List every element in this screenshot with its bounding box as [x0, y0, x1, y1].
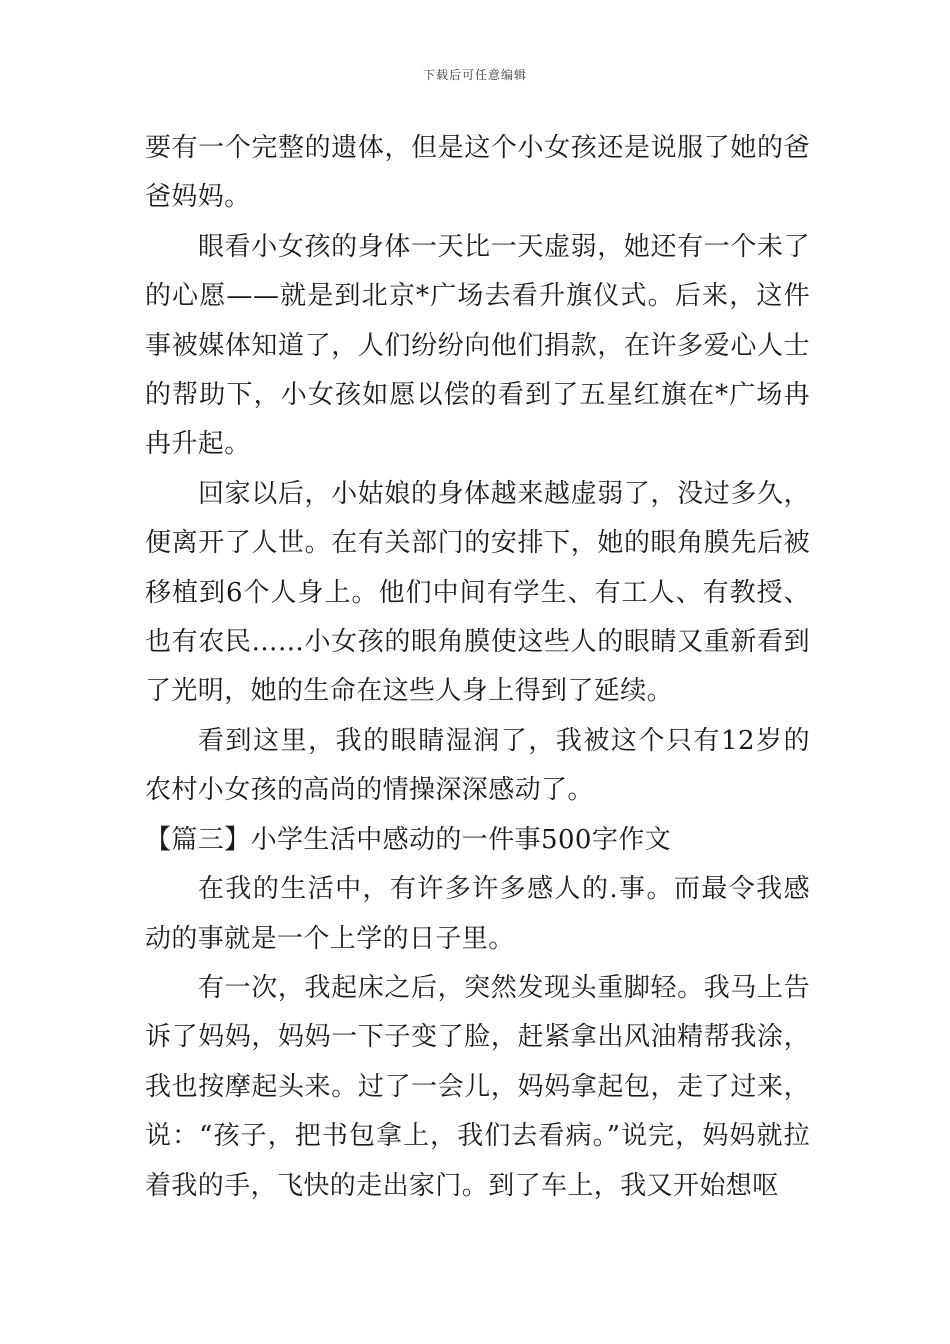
section-heading: 【篇三】小学生活中感动的一件事500字作文 — [145, 824, 672, 855]
paragraph: 眼看小女孩的身体一天比一天虚弱，她还有一个未了的心愿——就是到北京*广场去看升旗仪式。后来，这件事被媒体知道了，人们纷纷向他们捐款，在许多爱心人士的帮助下，小女孩如愿以偿的看到了五星红旗在*广场冉冉升起。 — [145, 231, 810, 460]
paragraph: 回家以后，小姑娘的身体越来越虚弱了，没过多久，便离开了人世。在有关部门的安排下，她的眼角膜先后被移植到6个人身上。他们中间有学生、有工人、有教授、也有农民……小女孩的眼角膜使这些人的眼睛又重新看到了光明，她的生命在这些人身上得到了延续。 — [145, 478, 810, 707]
paragraph: 有一次，我起床之后，突然发现头重脚轻。我马上告诉了妈妈，妈妈一下子变了脸，赶紧拿出风油精帮我涂，我也按摩起头来。过了一会儿，妈妈拿起包，走了过来，说：“孩子，把书包拿上，我们去看病。”说完，妈妈就拉着我的手，飞快的走出家门。到了车上，我又开始想呕 — [145, 972, 810, 1201]
paragraph: 看到这里，我的眼睛湿润了，我被这个只有12岁的农村小女孩的高尚的情操深深感动了。 — [145, 725, 810, 806]
paragraph-continuation: 要有一个完整的遗体，但是这个小女孩还是说服了她的爸爸妈妈。 — [145, 133, 810, 213]
header-note: 下载后可任意编辑 — [422, 68, 527, 82]
document-body — [145, 124, 810, 1211]
paragraph: 在我的生活中，有许多许多感人的.事。而最令我感动的事就是一个上学的日子里。 — [145, 874, 810, 954]
